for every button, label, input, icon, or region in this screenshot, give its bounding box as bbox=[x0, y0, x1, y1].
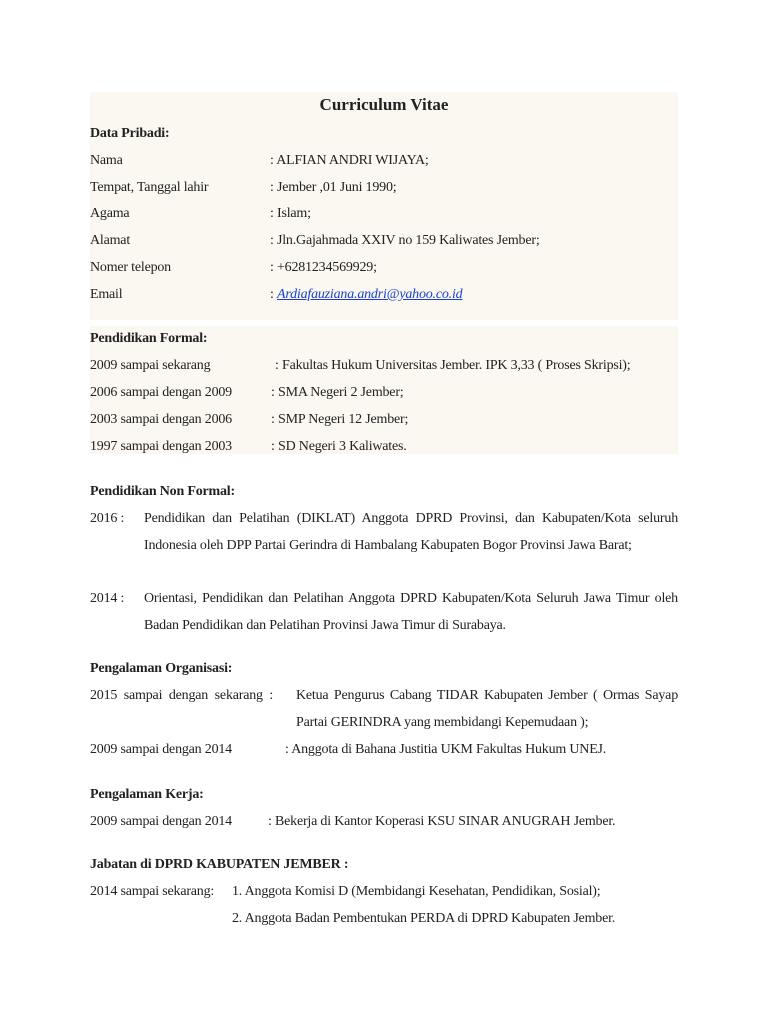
personal-data-heading: Data Pribadi: bbox=[90, 126, 170, 141]
organization-text: Ketua Pengurus Cabang TIDAR Kabupaten Jember ( Ormas Sayap Partai GERINDRA yang membidangi Kepemudaan ); bbox=[296, 688, 678, 730]
position-heading: Jabatan di DPRD KABUPATEN JEMBER : bbox=[90, 857, 349, 872]
position-item: 1. Anggota Komisi D (Membidangi Kesehatan, Pendidikan, Sosial); bbox=[232, 884, 601, 899]
education-period: 2003 sampai dengan 2006 bbox=[90, 412, 232, 427]
personal-value: : +6281234569929; bbox=[270, 260, 377, 275]
personal-label: Email bbox=[90, 287, 123, 302]
email-colon: : bbox=[270, 287, 274, 302]
document-title: Curriculum Vitae bbox=[319, 95, 449, 114]
training-text: Pendidikan dan Pelatihan (DIKLAT) Anggota DPRD Provinsi, dan Kabupaten/Kota seluruh Indonesia oleh DPP Partai Gerindra di Hambalang Kabupaten Bogor Provinsi Jawa Barat; bbox=[144, 511, 678, 553]
personal-label: Agama bbox=[90, 206, 130, 221]
education-period: 2006 sampai dengan 2009 bbox=[90, 385, 232, 400]
personal-value: : Jln.Gajahmada XXIV no 159 Kaliwates Jember; bbox=[270, 233, 540, 248]
personal-label: Alamat bbox=[90, 233, 131, 248]
non-formal-education-heading: Pendidikan Non Formal: bbox=[90, 484, 235, 499]
personal-value bbox=[270, 285, 462, 305]
position-period: 2014 sampai sekarang: bbox=[90, 884, 215, 899]
education-value: : Fakultas Hukum Universitas Jember. IPK 3,33 ( Proses Skripsi); bbox=[275, 358, 631, 373]
training-text: Orientasi, Pendidikan dan Pelatihan Anggota DPRD Kabupaten/Kota Seluruh Jawa Timur oleh Badan Pendidikan dan Pelatihan Provinsi Jawa Timur di Surabaya. bbox=[144, 591, 678, 633]
personal-label: Tempat, Tanggal lahir bbox=[90, 180, 209, 195]
personal-label: Nomer telepon bbox=[90, 260, 171, 275]
education-period: 1997 sampai dengan 2003 bbox=[90, 439, 232, 454]
work-heading: Pengalaman Kerja: bbox=[90, 787, 204, 802]
education-value: : SMP Negeri 12 Jember; bbox=[271, 412, 409, 427]
training-year: 2016 : bbox=[90, 511, 125, 526]
formal-education-heading: Pendidikan Formal: bbox=[90, 331, 208, 346]
position-item: 2. Anggota Badan Pembentukan PERDA di DPRD Kabupaten Jember. bbox=[232, 911, 616, 926]
education-value: : SD Negeri 3 Kaliwates. bbox=[271, 439, 407, 454]
education-period: 2009 sampai sekarang bbox=[90, 358, 211, 373]
personal-value: : Islam; bbox=[270, 206, 311, 221]
personal-label: Nama bbox=[90, 153, 123, 168]
personal-value: : ALFIAN ANDRI WIJAYA; bbox=[270, 153, 429, 168]
education-value: : SMA Negeri 2 Jember; bbox=[271, 385, 404, 400]
work-text: : Bekerja di Kantor Koperasi KSU SINAR ANUGRAH Jember. bbox=[268, 814, 616, 829]
organization-period: 2009 sampai dengan 2014 bbox=[90, 742, 232, 757]
organization-heading: Pengalaman Organisasi: bbox=[90, 661, 233, 676]
organization-text: : Anggota di Bahana Justitia UKM Fakultas Hukum UNEJ. bbox=[285, 742, 607, 757]
work-period: 2009 sampai dengan 2014 bbox=[90, 814, 232, 829]
organization-period: 2015 sampai dengan sekarang : bbox=[90, 688, 274, 703]
training-year: 2014 : bbox=[90, 591, 125, 606]
personal-value: : Jember ,01 Juni 1990; bbox=[270, 180, 397, 195]
email-link[interactable]: Ardiafauziana.andri@yahoo.co.id bbox=[277, 287, 463, 302]
